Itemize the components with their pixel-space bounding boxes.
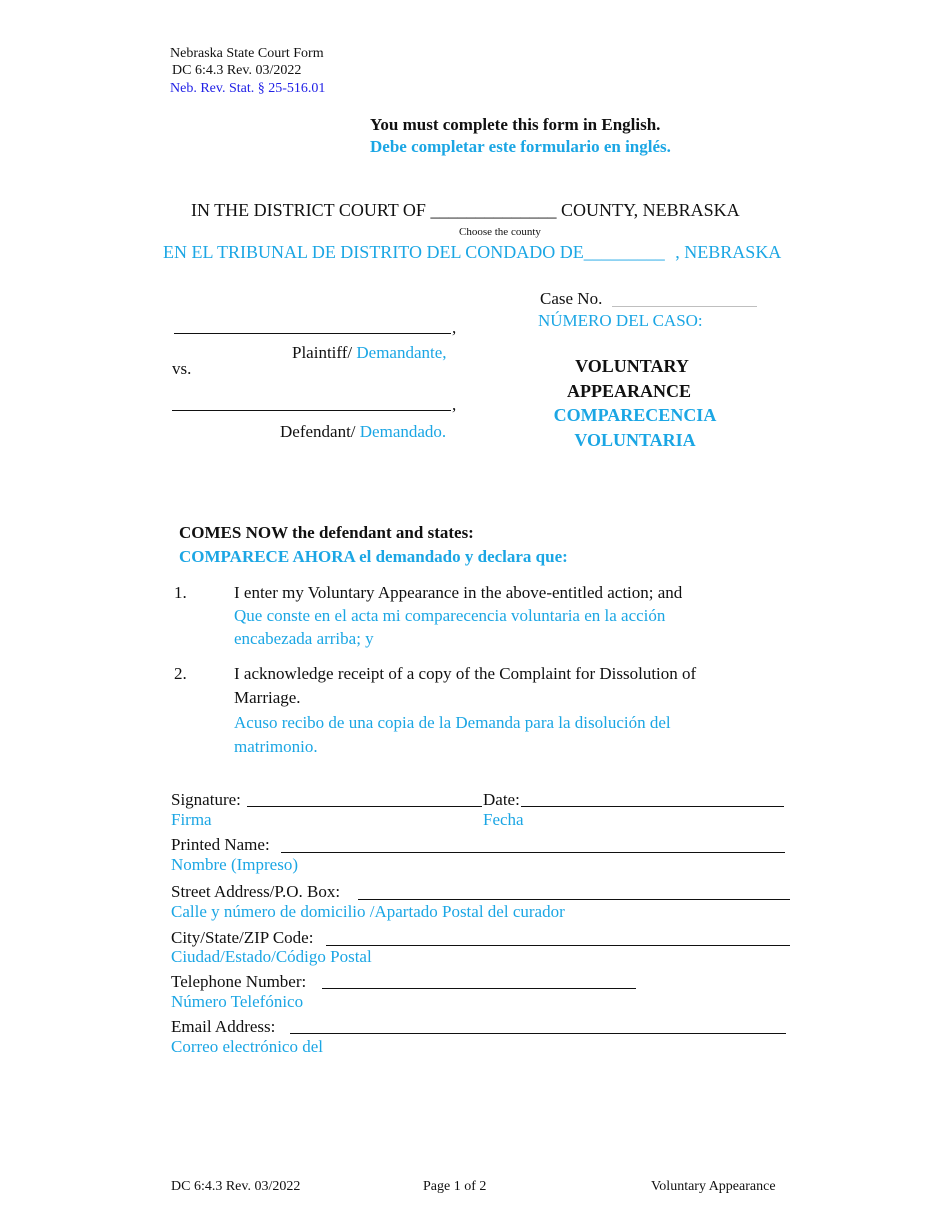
defendant-comma: , <box>452 395 457 414</box>
item-1-es-line1: Que conste en el acta mi comparecencia voluntaria en la acción <box>234 606 666 625</box>
item-2-es-line2: matrimonio. <box>234 737 318 756</box>
plaintiff-comma: , <box>452 318 457 337</box>
street-address-label-es: Calle y número de domicilio /Apartado Postal del curador <box>171 902 565 921</box>
intro-en: COMES NOW the defendant and states: <box>179 523 474 542</box>
signature-label-es: Firma <box>171 810 212 829</box>
statute-citation: Neb. Rev. Stat. § 25-516.01 <box>170 81 326 96</box>
item-1-es-line2: encabezada arriba; y <box>234 629 374 648</box>
footer-title: Voluntary Appearance <box>651 1179 776 1194</box>
printed-name-field[interactable] <box>281 852 785 853</box>
street-address-field[interactable] <box>358 899 790 900</box>
email-label: Email Address: <box>171 1017 276 1036</box>
county-field-es[interactable]: _________ <box>583 242 665 262</box>
county-hint: Choose the county <box>459 226 541 238</box>
county-field[interactable]: ______________ <box>430 200 557 220</box>
defendant-name-field[interactable] <box>172 410 451 411</box>
date-field[interactable] <box>521 806 784 807</box>
plaintiff-label-en: Plaintiff/ <box>292 343 353 362</box>
case-no-label: Case No. <box>540 289 603 308</box>
item-2-es-line1: Acuso recibo de una copia de la Demanda para la disolución del <box>234 713 671 732</box>
plaintiff-label <box>292 343 447 363</box>
title-en-line1: VOLUNTARY <box>575 356 689 376</box>
signature-field[interactable] <box>247 806 482 807</box>
item-1-en: I enter my Voluntary Appearance in the above-entitled action; and <box>234 583 683 602</box>
document-title <box>540 354 730 452</box>
email-field[interactable] <box>290 1033 786 1034</box>
court-suffix-en: COUNTY, NEBRASKA <box>560 200 740 220</box>
court-suffix-es: , NEBRASKA <box>675 242 782 262</box>
plaintiff-name-field[interactable] <box>174 333 451 334</box>
language-notice-en: You must complete this form in English. <box>370 115 661 134</box>
date-label: Date: <box>483 790 520 809</box>
language-notice-es: Debe completar este formulario en inglés. <box>370 137 671 156</box>
intro-es: COMPARECE AHORA el demandado y declara que: <box>179 547 568 566</box>
signature-label: Signature: <box>171 790 241 809</box>
footer-page-number: Page 1 of 2 <box>423 1179 487 1194</box>
court-caption-es <box>163 242 781 263</box>
item-2-en-line1: I acknowledge receipt of a copy of the Complaint for Dissolution of <box>234 664 697 683</box>
street-address-label: Street Address/P.O. Box: <box>171 882 341 901</box>
form-code: DC 6:4.3 Rev. 03/2022 <box>172 63 302 78</box>
title-es-line1: COMPARECENCIA <box>553 405 717 425</box>
defendant-label <box>280 422 446 442</box>
city-state-zip-label: City/State/ZIP Code: <box>171 928 314 947</box>
form-name: Nebraska State Court Form <box>170 46 324 61</box>
item-1-number: 1. <box>174 583 187 602</box>
defendant-label-en: Defendant/ <box>280 422 356 441</box>
printed-name-label: Printed Name: <box>171 835 270 854</box>
court-prefix-es: EN EL TRIBUNAL DE DISTRITO DEL CONDADO DE <box>163 242 584 262</box>
title-en-line2: APPEARANCE <box>567 380 691 401</box>
court-caption-en <box>191 200 740 221</box>
versus-label: vs. <box>172 359 192 378</box>
email-label-es: Correo electrónico del <box>171 1037 323 1056</box>
case-no-label-es: NÚMERO DEL CASO: <box>538 311 703 330</box>
printed-name-label-es: Nombre (Impreso) <box>171 855 298 874</box>
telephone-field[interactable] <box>322 988 636 989</box>
court-prefix-en: IN THE DISTRICT COURT OF <box>191 200 426 220</box>
footer-form-code: DC 6:4.3 Rev. 03/2022 <box>171 1179 301 1194</box>
case-no-field[interactable] <box>612 294 757 307</box>
date-label-es: Fecha <box>483 810 524 829</box>
item-2-number: 2. <box>174 664 187 683</box>
city-state-zip-field[interactable] <box>326 945 790 946</box>
plaintiff-label-es: Demandante, <box>356 343 447 362</box>
item-2-en-line2: Marriage. <box>234 688 301 707</box>
telephone-label: Telephone Number: <box>171 972 307 991</box>
city-state-zip-label-es: Ciudad/Estado/Código Postal <box>171 947 372 966</box>
title-es-line2: VOLUNTARIA <box>574 429 696 450</box>
defendant-label-es: Demandado. <box>359 422 447 441</box>
telephone-label-es: Número Telefónico <box>171 992 304 1011</box>
